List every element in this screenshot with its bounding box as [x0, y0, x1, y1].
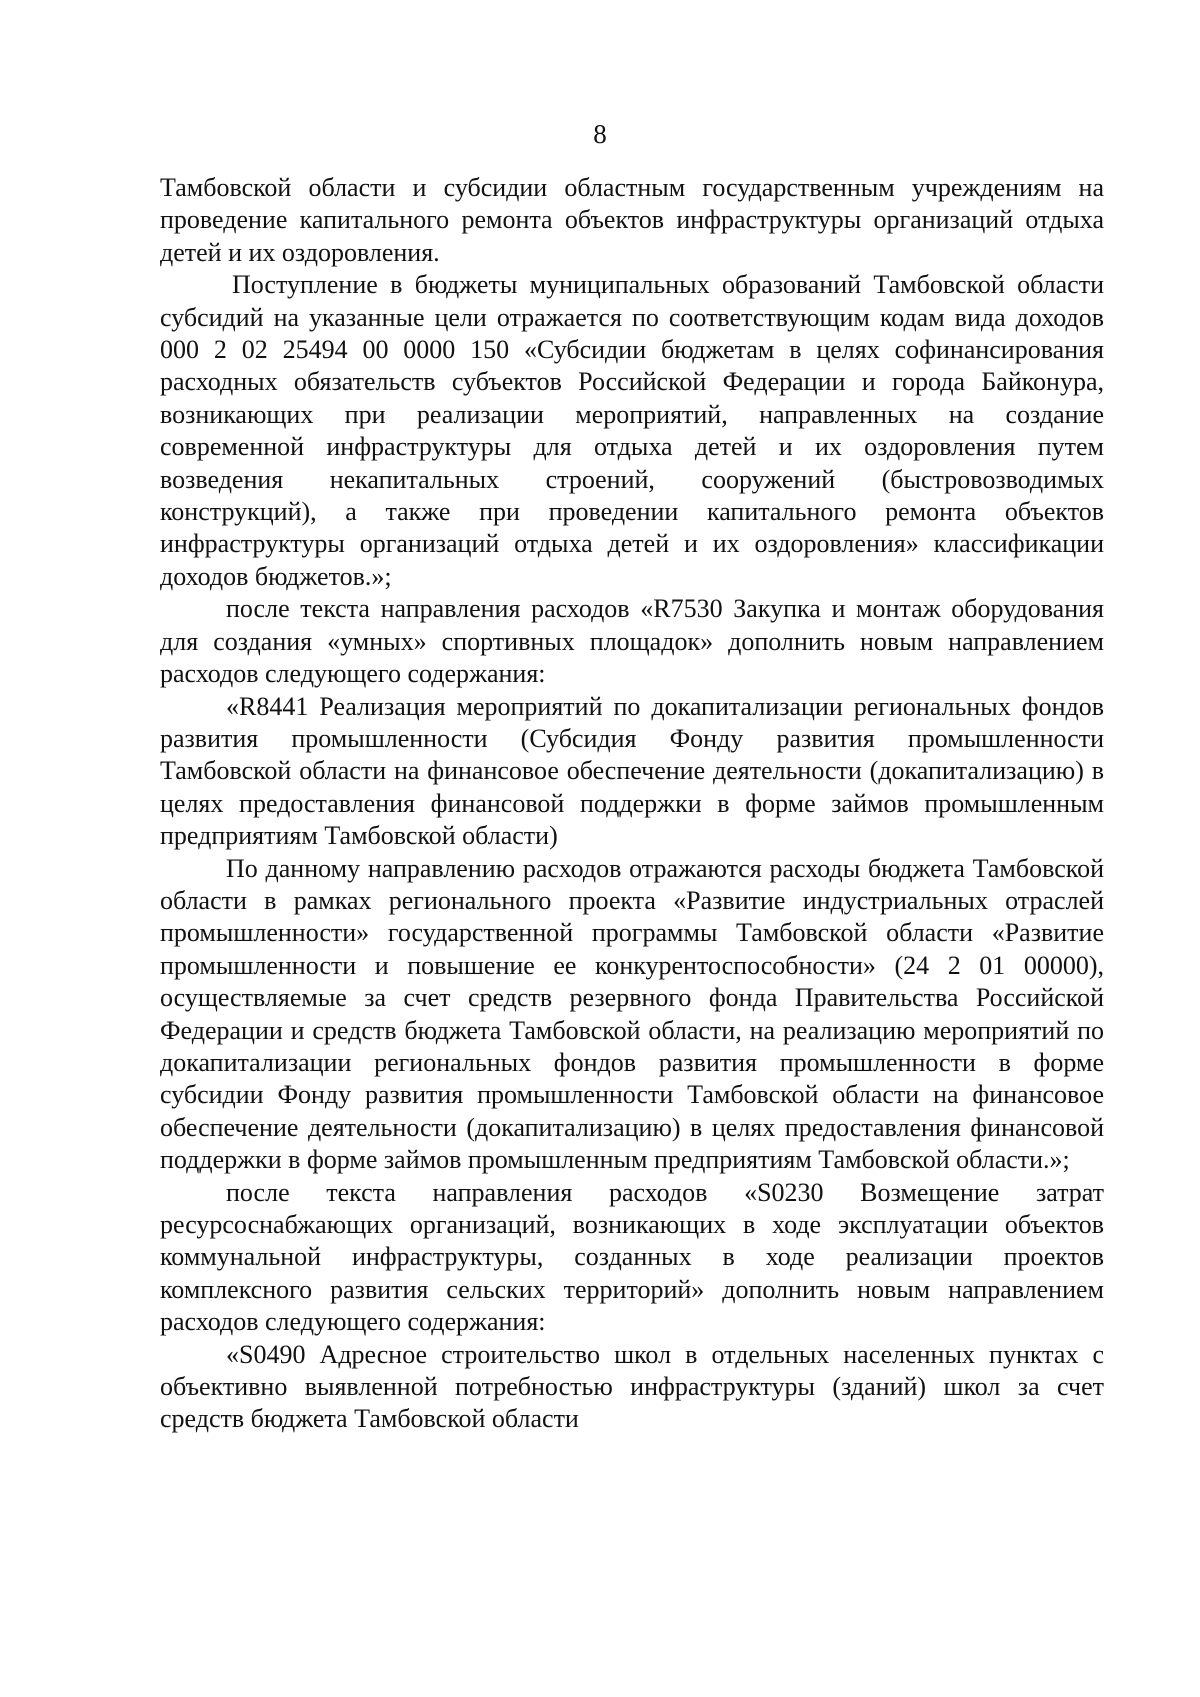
paragraph-income-receipt: Поступление в бюджеты муниципальных образований Тамбовской области субсидий на указанные цели отражается по соответствующим кодам вида доходов 000 2 02 25494 00 0000 150 «Субсидии бюджетам в целях софинансирования расходных обязательств субъектов Российской Федерации и города Байконура, возникающих при реализации мероприятий, направленных на создание современной инфраструктуры для отдыха детей и их оздоровления путем возведения некапитальных строений, сооружений (быстровозводимых конструкций), а также при проведении капитального ремонта объектов инфраструктуры организаций отдыха детей и их оздоровления» классификации доходов бюджетов.»; [160, 270, 1104, 591]
paragraph-r8441-description: По данному направлению расходов отражаются расходы бюджета Тамбовской области в рамках регионального проекта «Развитие индустриальных отраслей промышленности» государственной программы Тамбовской области «Развитие промышленности и повышение ее конкурентоспособности» (24 2 01 00000), осуществляемые за счет средств резервного фонда Правительства Российской Федерации и средств бюджета Тамбовской области, на реализацию мероприятий по докапитализации региональных фондов развития промышленности в форме субсидии Фонду развития промышленности Тамбовской области на финансовое обеспечение деятельности (докапитализацию) в целях предоставления финансовой поддержки в форме займов промышленным предприятиям Тамбовской области.»; [160, 853, 1104, 1175]
paragraph-after-s0230: после текста направления расходов «S0230 Возмещение затрат ресурсоснабжающих организаций, возникающих в ходе эксплуатации объектов коммунальной инфраструктуры, созданных в ходе реализации проектов комплексного развития сельских территорий» дополнить новым направлением расходов следующего содержания: [160, 1177, 1104, 1337]
paragraph-continuation: Тамбовской области и субсидии областным государственным учреждениям на проведение капитального ремонта объектов инфраструктуры организаций отдыха детей и их оздоровления. [160, 173, 1104, 267]
page-number: 8 [593, 119, 607, 149]
paragraph-s0490: «S0490 Адресное строительство школ в отдельных населенных пунктах с объективно выявленной потребностью инфраструктуры (зданий) школ за счет средств бюджета Тамбовской области [160, 1339, 1104, 1434]
document-body [160, 172, 1104, 1436]
paragraph-r8441: «R8441 Реализация мероприятий по докапитализации региональных фондов развития промышленности (Субсидия Фонду развития промышленности Тамбовской области на финансовое обеспечение деятельности (докапитализацию) в целях предоставления финансовой поддержки в форме займов промышленным предприятиям Тамбовской области) [160, 691, 1104, 851]
paragraph-after-r7530: после текста направления расходов «R7530 Закупка и монтаж оборудования для создания «умных» спортивных площадок» дополнить новым направлением расходов следующего содержания: [160, 594, 1104, 689]
